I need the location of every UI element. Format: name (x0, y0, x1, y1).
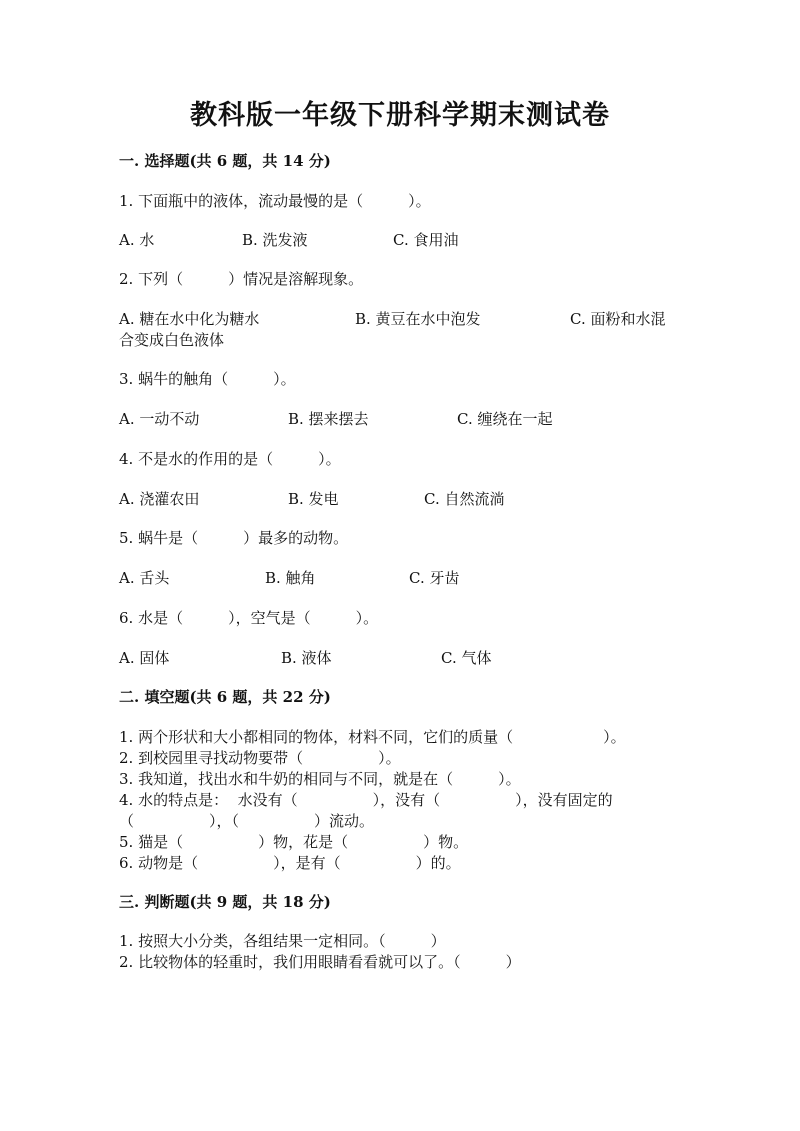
section-heading-choice: 一. 选择题(共 6 题，共 14 分) (119, 152, 331, 170)
fill-line: 1. 两个形状和大小都相同的物体，材料不同，它们的质量（ ）。 (119, 728, 626, 746)
judge-line: 2. 比较物体的轻重时，我们用眼睛看看就可以了。（ ） (119, 953, 521, 971)
option-b: B. 液体 (281, 649, 332, 667)
option-b: B. 摆来摆去 (288, 410, 369, 428)
option-c: C. 缠绕在一起 (457, 410, 553, 428)
question-stem: 5. 蜗牛是（ ）最多的动物。 (119, 529, 349, 547)
option-c-wrap: 合变成白色液体 (119, 331, 225, 349)
option-b: B. 触角 (265, 569, 316, 587)
option-a: A. 水 (119, 231, 155, 249)
fill-line: 6. 动物是（ ），是有（ ）的。 (119, 854, 461, 872)
option-b: B. 发电 (288, 490, 339, 508)
section-heading-judge: 三. 判断题(共 9 题，共 18 分) (119, 893, 331, 911)
option-a: A. 固体 (119, 649, 170, 667)
fill-line: 5. 猫是（ ）物，花是（ ）物。 (119, 833, 469, 851)
fill-line: （ ），（ ）流动。 (119, 812, 375, 830)
question-stem: 4. 不是水的作用的是（ ）。 (119, 450, 341, 468)
option-a: A. 浇灌农田 (119, 490, 200, 508)
section-heading-fill: 二. 填空题(共 6 题，共 22 分) (119, 688, 331, 706)
option-c: C. 面粉和水混 (570, 310, 666, 328)
question-stem: 2. 下列（ ）情况是溶解现象。 (119, 270, 364, 288)
question-stem: 1. 下面瓶中的液体，流动最慢的是（ ）。 (119, 192, 431, 210)
question-stem: 6. 水是（ ），空气是（ ）。 (119, 609, 379, 627)
fill-line: 3. 我知道，找出水和牛奶的相同与不同，就是在（ ）。 (119, 770, 521, 788)
fill-line: 4. 水的特点是： 水没有（ ），没有（ ），没有固定的 (119, 791, 613, 809)
option-a: A. 一动不动 (119, 410, 200, 428)
option-b: B. 洗发液 (242, 231, 308, 249)
fill-line: 2. 到校园里寻找动物要带（ ）。 (119, 749, 401, 767)
option-a: A. 舌头 (119, 569, 170, 587)
option-c: C. 自然流淌 (424, 490, 505, 508)
option-c: C. 食用油 (393, 231, 459, 249)
option-a: A. 糖在水中化为糖水 (119, 310, 260, 328)
option-b: B. 黄豆在水中泡发 (355, 310, 481, 328)
judge-line: 1. 按照大小分类，各组结果一定相同。（ ） (119, 932, 446, 950)
page-title: 教科版一年级下册科学期末测试卷 (190, 100, 610, 131)
option-c: C. 气体 (441, 649, 492, 667)
question-stem: 3. 蜗牛的触角（ ）。 (119, 370, 296, 388)
option-c: C. 牙齿 (409, 569, 460, 587)
